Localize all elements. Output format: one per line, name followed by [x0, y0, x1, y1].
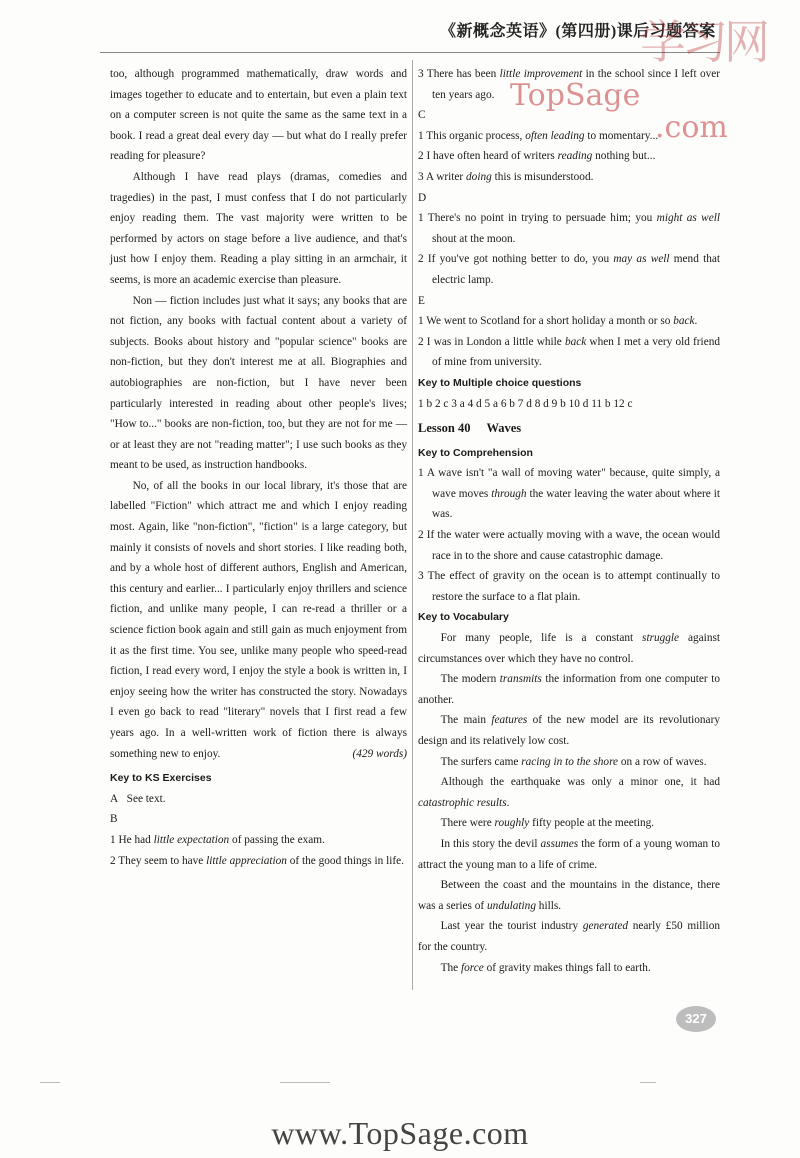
mc-answers: 1 b 2 c 3 a 4 d 5 a 6 b 7 d 8 d 9 b 10 d 11 b 12 c: [418, 397, 633, 410]
list-item-em: might as well: [656, 212, 720, 225]
right-column: [418, 64, 720, 978]
section-c-label: C: [418, 109, 426, 122]
list-item-pre: There were: [440, 817, 495, 830]
header-rule: [100, 52, 720, 53]
section-e-label: E: [418, 294, 425, 307]
paragraph-1: too, although programmed mathematically, draw words and images together to educate and to entertain, but even a plain text on a computer screen is not quite the same as the same text in a book. I read a great deal every day — but what do I really prefer reading for pleasure?: [110, 68, 407, 163]
d-items-list: [418, 208, 720, 290]
list-item-em: catastrophic results: [418, 796, 507, 809]
list-item-post: to momentary...: [584, 129, 659, 142]
list-item: [418, 126, 720, 147]
list-item-em: little appreciation: [206, 854, 287, 867]
list-item-pre: 2 I have often heard of writers: [418, 150, 558, 163]
paragraph-4: [110, 476, 407, 764]
list-item-em: generated: [582, 920, 628, 933]
vocabulary-list: [418, 628, 720, 978]
list-item: [418, 167, 720, 188]
list-item: [418, 311, 720, 332]
section-a: [110, 789, 407, 810]
list-item-post: fifty people at the meeting.: [529, 817, 655, 830]
list-item-pre: 2 If you've got nothing better to do, you: [418, 253, 614, 266]
list-item-post: the form of a young woman to attract the young man to a life of crime.: [418, 837, 720, 871]
list-item: [418, 752, 720, 773]
list-item-post: mend that electric lamp.: [432, 253, 721, 286]
list-item-em: reading: [557, 150, 593, 163]
section-d-label: D: [418, 191, 427, 204]
ks-exercises-heading: Key to KS Exercises: [110, 772, 212, 785]
list-item-em: roughly: [494, 817, 530, 830]
watermark-com: .com: [655, 110, 728, 145]
b-item-3-pre: 3 There has been: [418, 68, 500, 80]
list-item-pre: 1 He had: [110, 833, 154, 846]
paragraph-3: Non — fiction includes just what it says; any books that are not fiction, any books with factual content about a variety of subjects. Books about history and "popular science" books are non-fiction, but they don't interest me at all. Biographies and autobiographies are non-fiction, but I have never been particularly interested in reading about other people's lives; "How to..." books are non-fiction, too, but they are not for me — or at least they are not "reading matter"; I use such books as they meant to be used, as instruction handbooks.: [110, 294, 407, 472]
list-item: [418, 916, 720, 957]
list-item-post: of passing the exam.: [229, 833, 325, 846]
list-item-em: struggle: [642, 632, 680, 645]
list-item: [418, 669, 720, 710]
paragraph-4-text: No, of all the books in our local library, it's those that are labelled "Fiction" which attract me and which I enjoy reading most. Again, like "non-fiction", "fiction" is a large category, but mainly it consists of novels and short stories. I like reading both, and by a whole host of different authors, English and American, this century and earlier... I particularly enjoy thrillers and science fiction, and unlike many people, I can re-read a thriller or a science fiction book again and still gain as much enjoyment from it as the first time. You see, unlike many people who speed-read fiction, I read every word, I enjoy the style a book is written in, I enjoy seeing how the writer has constructed the story. Nowadays I even go back to read "literary" novels that I first read a few years ago. In a well-written work of fiction there is always something new to enjoy.: [110, 479, 407, 760]
list-item-pre: 1 This organic process,: [418, 129, 526, 142]
list-item-post: .: [694, 315, 698, 328]
list-item-post: the water leaving the water about where it was.: [432, 487, 721, 521]
list-item-em: through: [491, 487, 527, 500]
list-item-em: back: [673, 315, 695, 328]
list-item: [418, 463, 720, 525]
list-item-em: assumes: [540, 837, 579, 850]
list-item-post: nearly £50 million for the country.: [418, 920, 720, 953]
watermark-topsage: TopSage: [510, 78, 641, 113]
list-item-post: on a row of waves.: [618, 755, 707, 768]
page-header-title: 《新概念英语》(第四册)课后习题答案: [440, 23, 716, 40]
footer-mark-center: [280, 1082, 330, 1083]
column-divider: [412, 60, 413, 990]
list-item: [418, 772, 720, 813]
list-item-post: nothing but...: [592, 150, 656, 163]
comprehension-heading: Key to Comprehension: [418, 446, 533, 459]
list-item-pre: The main: [440, 714, 492, 727]
footer-mark-right: [640, 1082, 656, 1083]
list-item: [418, 710, 720, 751]
list-item: [418, 813, 720, 834]
c-items-list: [418, 126, 720, 188]
list-item-post: the information from one computer to another.: [418, 673, 720, 706]
mc-heading: Key to Multiple choice questions: [418, 376, 582, 389]
list-item-pre: The surfers came: [440, 755, 522, 768]
section-a-label: A: [110, 792, 119, 805]
page-number: 327: [676, 1006, 716, 1032]
list-item-post: this is misunderstood.: [491, 170, 594, 183]
list-item: [418, 332, 720, 373]
list-item: [418, 249, 720, 290]
footer-url: www.TopSage.com: [271, 1115, 529, 1151]
section-b-label: B: [110, 813, 118, 826]
list-item: [110, 830, 407, 851]
vocabulary-heading: Key to Vocabulary: [418, 611, 509, 624]
watermark-logo: 学习网: [640, 15, 766, 69]
list-item-em: racing in to the shore: [521, 755, 619, 768]
list-item-post: of the new model are its revolutionary design and its relatively low cost.: [418, 714, 720, 747]
list-item-em: back: [564, 335, 587, 348]
b-item-3-post: in the school since I left over ten years ago.: [432, 68, 721, 101]
list-item-em: often leading: [525, 129, 585, 142]
footer-mark-left: [40, 1082, 60, 1083]
list-item: [418, 875, 720, 916]
b-item-3: [418, 64, 720, 105]
list-item-em: features: [491, 714, 528, 727]
list-item-post: .: [506, 796, 510, 809]
list-item-pre: For many people, life is a constant: [440, 632, 643, 645]
list-item-em: little expectation: [153, 833, 230, 846]
list-item-em: force: [460, 961, 484, 974]
list-item: [418, 146, 720, 167]
list-item-pre: 1 There's no point in trying to persuade him; you: [418, 212, 657, 225]
list-item: [418, 628, 720, 669]
list-item-pre: 2 They seem to have: [110, 854, 207, 867]
list-item-pre: 1 We went to Scotland for a short holiday a month or so: [418, 315, 674, 328]
lesson-title: Waves: [486, 421, 522, 436]
list-item-post: of the good things in life.: [286, 854, 404, 867]
list-item: [418, 208, 720, 249]
list-item: [418, 566, 720, 607]
list-item-post: hills.: [535, 899, 562, 912]
list-item-pre: The modern: [440, 673, 500, 686]
paragraph-2: Although I have read plays (dramas, comedies and tragedies) in the past, I must confess that I do not particularly enjoy reading them. The vast majority were written to be performed by actors on stage before a live audience, and that's just how I enjoy them. Reading a play sitting in an armchair, it seems, is more an academic exercise than pleasure.: [110, 170, 407, 286]
list-item: [418, 958, 720, 979]
list-item-em: may as well: [613, 253, 670, 266]
list-item-em: doing: [466, 170, 492, 183]
list-item: [110, 851, 407, 872]
list-item-pre: 3 The effect of gravity on the ocean is to attempt continually to restore the surface to a flat plain.: [418, 570, 720, 603]
list-item-pre: The: [440, 961, 461, 974]
list-item-post: when I met a very old friend of mine from university.: [432, 335, 721, 369]
list-item-post: of gravity makes things fall to earth.: [483, 961, 651, 974]
list-item-em: undulating: [487, 899, 536, 912]
list-item-pre: 2 If the water were actually moving with a wave, the ocean would race in to the shore and cause catastrophic damage.: [418, 529, 720, 562]
list-item-pre: Last year the tourist industry: [440, 920, 583, 933]
list-item-pre: In this story the devil: [440, 837, 541, 850]
list-item-post: shout at the moon.: [432, 232, 516, 245]
list-item-pre: 1 A wave isn't "a wall of moving water" because, quite simply, a wave moves: [418, 467, 720, 500]
list-item: [418, 834, 720, 875]
list-item-em: transmits: [499, 673, 542, 686]
b-item-3-em: little improvement: [499, 68, 583, 80]
section-a-text: See text.: [126, 792, 166, 805]
list-item-pre: 2 I was in London a little while: [418, 335, 565, 348]
lesson-heading: [418, 418, 720, 439]
list-item-post: against circumstances over which they have no control.: [418, 632, 721, 665]
lesson-number: Lesson 40: [418, 421, 471, 436]
word-count: (429 words): [352, 747, 407, 760]
list-item: [418, 525, 720, 566]
b-items-list: [110, 830, 407, 871]
e-items-list: [418, 311, 720, 373]
comprehension-list: [418, 463, 720, 607]
list-item-pre: Although the earthquake was only a minor one, it had: [440, 776, 720, 789]
left-column: [110, 64, 407, 871]
list-item-pre: Between the coast and the mountains in the distance, there was a series of: [418, 879, 720, 912]
list-item-pre: 3 A writer: [418, 170, 467, 183]
